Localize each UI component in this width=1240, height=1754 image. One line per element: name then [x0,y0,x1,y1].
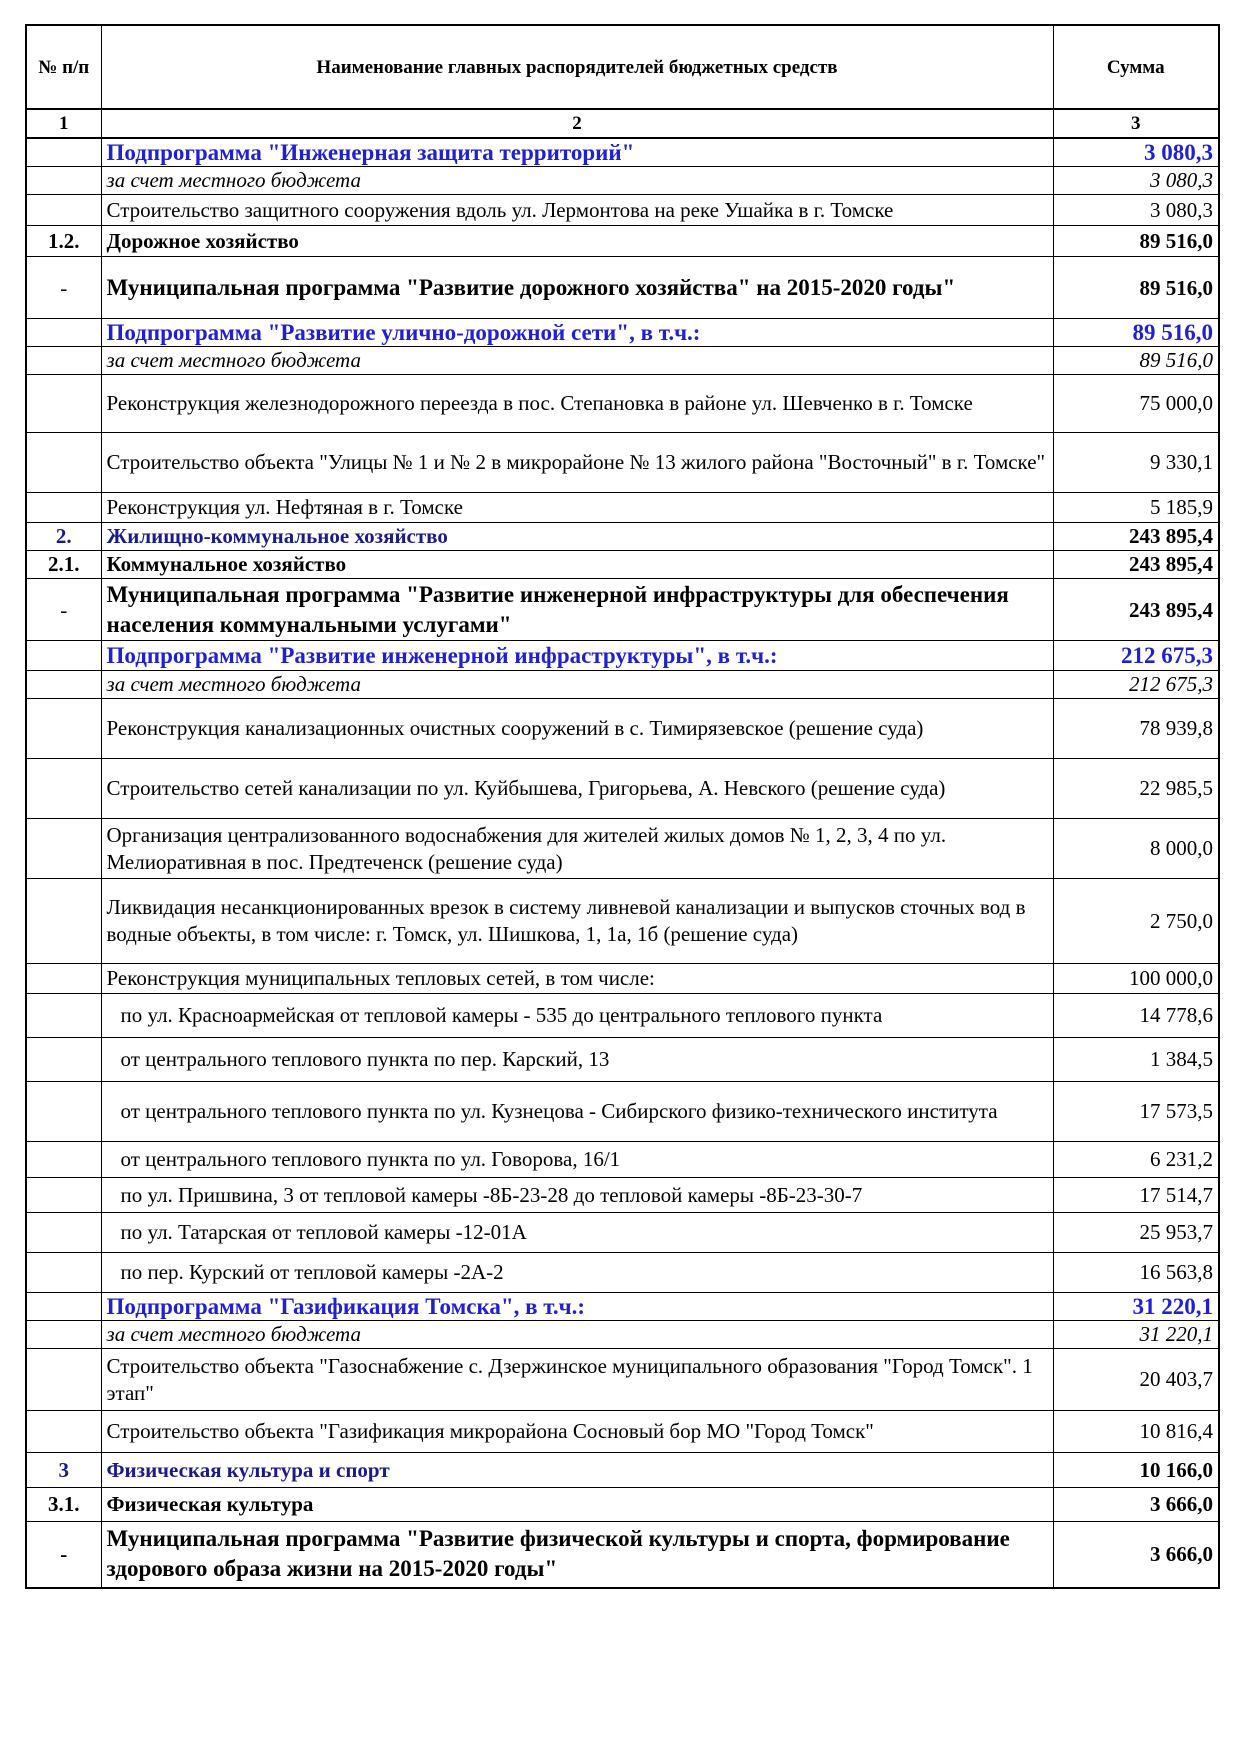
row-sum: 3 666,0 [1053,1522,1219,1588]
row-number [26,671,101,699]
row-name: Строительство защитного сооружения вдоль ул. Лермонтова на реке Ушайка в г. Томске [101,195,1053,226]
column-number: 1 [26,109,101,138]
table-row [26,375,1219,433]
row-sum: 10 166,0 [1053,1453,1219,1488]
row-name: Строительство сетей канализации по ул. Куйбышева, Григорьева, А. Невского (решение суда) [101,759,1053,819]
row-number [26,1253,101,1293]
table-row [26,1411,1219,1453]
row-number: 2. [26,523,101,551]
row-number: 2.1. [26,551,101,579]
row-number [26,819,101,879]
row-number [26,994,101,1038]
table-row [26,1253,1219,1293]
row-sum: 89 516,0 [1053,347,1219,375]
row-name-text: по ул. Пришвина, 3 от тепловой камеры -8Б-23-28 до тепловой камеры -8Б-23-30-7 [120,1182,863,1207]
table-row [26,167,1219,195]
row-sum: 6 231,2 [1053,1142,1219,1178]
row-name: Подпрограмма "Развитие инженерной инфраструктуры", в т.ч.: [101,641,1053,671]
row-name: Дорожное хозяйство [101,226,1053,257]
table-row [26,1038,1219,1082]
table-row [26,641,1219,671]
row-sum: 5 185,9 [1053,493,1219,523]
table-row [26,879,1219,964]
row-name: Коммунальное хозяйство [101,551,1053,579]
row-sum: 212 675,3 [1053,671,1219,699]
row-sum: 16 563,8 [1053,1253,1219,1293]
row-number [26,964,101,994]
table-row [26,257,1219,319]
row-sum: 3 666,0 [1053,1488,1219,1522]
table-row [26,493,1219,523]
table-row [26,523,1219,551]
table-row [26,1522,1219,1588]
row-sum: 17 514,7 [1053,1178,1219,1213]
row-number [26,319,101,347]
budget-table [25,24,1220,1589]
row-name: Подпрограмма "Газификация Томска", в т.ч.: [101,1293,1053,1321]
row-number [26,1411,101,1453]
table-row [26,319,1219,347]
row-name [101,1253,1053,1293]
column-number: 2 [101,109,1053,138]
row-name-text: от центрального теплового пункта по ул. Говорова, 16/1 [120,1147,621,1171]
row-number: - [26,579,101,641]
row-name: за счет местного бюджета [101,671,1053,699]
row-sum: 14 778,6 [1053,994,1219,1038]
row-sum: 243 895,4 [1053,551,1219,579]
table-row [26,759,1219,819]
row-number [26,759,101,819]
column-number: 3 [1053,109,1219,138]
header-sum: Сумма [1053,25,1219,109]
row-name: Подпрограмма "Инженерная защита территорий" [101,138,1053,167]
row-name: Реконструкция ул. Нефтяная в г. Томске [101,493,1053,523]
table-row [26,551,1219,579]
row-name: Ликвидация несанкционированных врезок в систему ливневой канализации и выпусков сточных вод в водные объекты, в том числе: г. Томск, ул. Шишкова, 1, 1а, 1б (решение суда) [101,879,1053,964]
row-number [26,1038,101,1082]
row-number [26,138,101,167]
row-sum: 212 675,3 [1053,641,1219,671]
row-sum: 8 000,0 [1053,819,1219,879]
row-sum: 75 000,0 [1053,375,1219,433]
table-row [26,994,1219,1038]
column-numbers-row [26,109,1219,138]
row-number [26,195,101,226]
table-row [26,138,1219,167]
row-sum: 20 403,7 [1053,1349,1219,1411]
table-row [26,1321,1219,1349]
row-name-text: по пер. Курский от тепловой камеры -2А-2 [120,1260,504,1284]
header-name: Наименование главных распорядителей бюджетных средств [101,25,1053,109]
row-number [26,1178,101,1213]
row-name-text: по ул. Татарская от тепловой камеры -12-01А [120,1220,527,1244]
row-number [26,1349,101,1411]
row-name: Реконструкция железнодорожного переезда в пос. Степановка в районе ул. Шевченко в г. Томске [101,375,1053,433]
table-row [26,1349,1219,1411]
table-row [26,1213,1219,1253]
row-sum: 10 816,4 [1053,1411,1219,1453]
table-row [26,699,1219,759]
row-name: Реконструкция муниципальных тепловых сетей, в том числе: [101,964,1053,994]
row-number: 3 [26,1453,101,1488]
table-row [26,579,1219,641]
row-name: за счет местного бюджета [101,167,1053,195]
row-name: Физическая культура [101,1488,1053,1522]
row-name: за счет местного бюджета [101,347,1053,375]
row-number [26,641,101,671]
row-name [101,1082,1053,1142]
row-sum: 31 220,1 [1053,1321,1219,1349]
row-name [101,994,1053,1038]
row-sum: 100 000,0 [1053,964,1219,994]
row-name [101,1178,1053,1213]
row-name: за счет местного бюджета [101,1321,1053,1349]
table-row [26,226,1219,257]
table-row [26,433,1219,493]
table-row [26,347,1219,375]
table-row [26,195,1219,226]
row-number [26,1082,101,1142]
row-sum: 2 750,0 [1053,879,1219,964]
row-name: Муниципальная программа "Развитие физической культуры и спорта, формирование здорового образа жизни на 2015-2020 годы" [101,1522,1053,1588]
row-number [26,493,101,523]
row-number [26,699,101,759]
table-header-row [26,25,1219,109]
row-name: Физическая культура и спорт [101,1453,1053,1488]
row-number: 1.2. [26,226,101,257]
row-number [26,1142,101,1178]
row-number: - [26,1522,101,1588]
row-name: Реконструкция канализационных очистных сооружений в с. Тимирязевское (решение суда) [101,699,1053,759]
row-number [26,347,101,375]
row-name: Муниципальная программа "Развитие инженерной инфраструктуры для обеспечения населения коммунальными услугами" [101,579,1053,641]
row-name: Муниципальная программа "Развитие дорожного хозяйства" на 2015-2020 годы" [101,257,1053,319]
row-sum: 17 573,5 [1053,1082,1219,1142]
row-name: Жилищно-коммунальное хозяйство [101,523,1053,551]
row-sum: 78 939,8 [1053,699,1219,759]
table-row [26,1142,1219,1178]
row-name: Организация централизованного водоснабжения для жителей жилых домов № 1, 2, 3, 4 по ул. Мелиоративная в пос. Предтеченск (решение суда) [101,819,1053,879]
row-sum: 3 080,3 [1053,138,1219,167]
row-name [101,1213,1053,1253]
row-number [26,375,101,433]
row-number: - [26,257,101,319]
row-number [26,879,101,964]
table-row [26,1082,1219,1142]
row-name [101,1142,1053,1178]
table-row [26,964,1219,994]
table-row [26,1488,1219,1522]
row-sum: 3 080,3 [1053,167,1219,195]
row-number [26,433,101,493]
row-sum: 9 330,1 [1053,433,1219,493]
header-no: № п/п [26,25,101,109]
row-number [26,1293,101,1321]
row-number [26,167,101,195]
table-row [26,671,1219,699]
table-row [26,1453,1219,1488]
row-name: Строительство объекта "Газоснабжение с. Дзержинское муниципального образования "Город Томск". 1 этап" [101,1349,1053,1411]
row-sum: 243 895,4 [1053,579,1219,641]
row-name: Подпрограмма "Развитие улично-дорожной сети", в т.ч.: [101,319,1053,347]
row-sum: 1 384,5 [1053,1038,1219,1082]
row-name [101,1038,1053,1082]
table-row [26,819,1219,879]
row-number [26,1321,101,1349]
row-name-text: от центрального теплового пункта по пер. Карский, 13 [120,1047,610,1071]
row-sum: 89 516,0 [1053,319,1219,347]
row-sum: 25 953,7 [1053,1213,1219,1253]
row-sum: 31 220,1 [1053,1293,1219,1321]
row-sum: 3 080,3 [1053,195,1219,226]
row-name: Строительство объекта "Газификация микрорайона Сосновый бор МО "Город Томск" [101,1411,1053,1453]
row-name-text: от центрального теплового пункта по ул. Кузнецова - Сибирского физико-технического института [120,1099,998,1123]
table-row [26,1293,1219,1321]
row-name: Строительство объекта "Улицы № 1 и № 2 в микрорайоне № 13 жилого района "Восточный" в г. Томске" [101,433,1053,493]
row-number: 3.1. [26,1488,101,1522]
row-sum: 22 985,5 [1053,759,1219,819]
row-number [26,1213,101,1253]
row-name-text: по ул. Красноармейская от тепловой камеры - 535 до центрального теплового пункта [120,1003,883,1027]
table-row [26,1178,1219,1213]
row-sum: 89 516,0 [1053,257,1219,319]
row-sum: 89 516,0 [1053,226,1219,257]
row-sum: 243 895,4 [1053,523,1219,551]
